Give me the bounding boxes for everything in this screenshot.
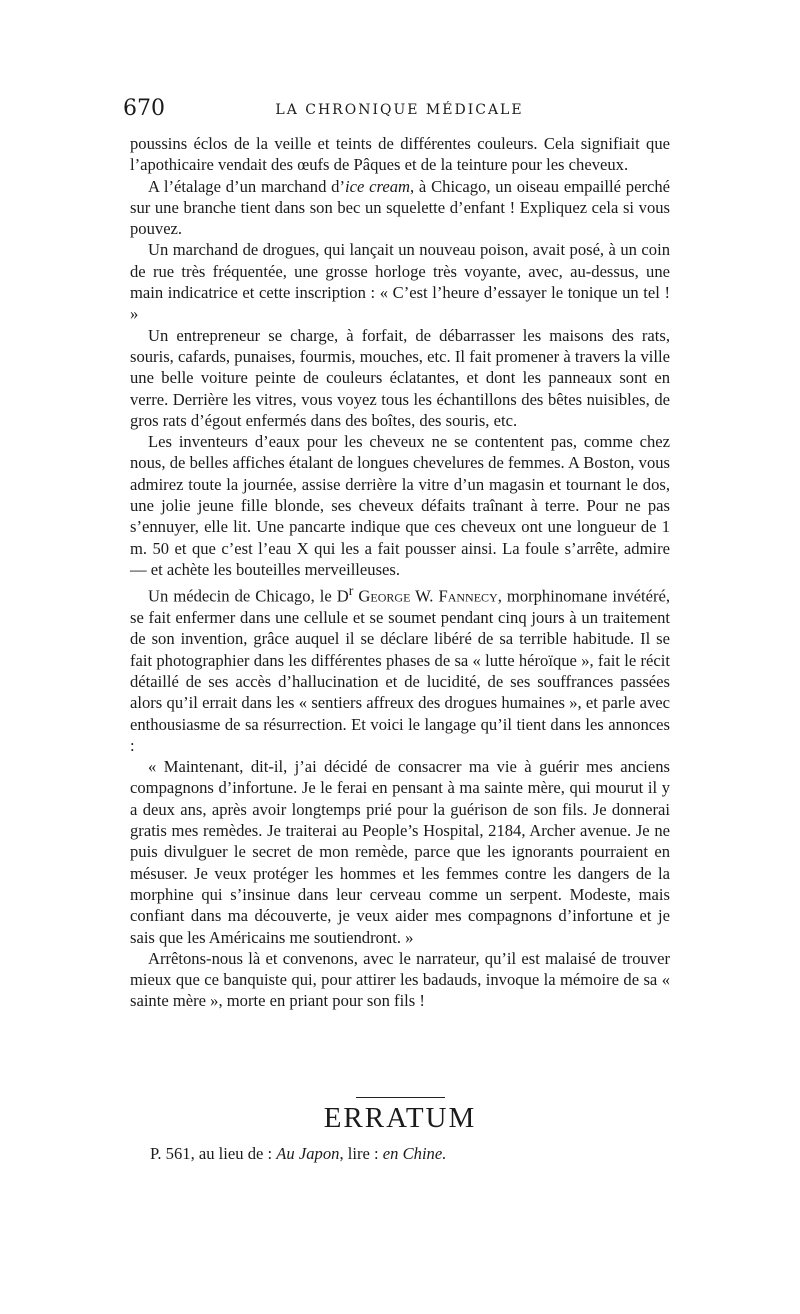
erratum-prefix: P. 561, au lieu de :	[150, 1144, 277, 1163]
paragraph-6	[130, 580, 670, 756]
paragraph-3: Un marchand de drogues, qui lançait un nouveau poison, avait posé, à un coin de rue très fréquentée, une grosse horloge très voyante, avec, au-dessus, une main indicatrice et cette inscription : « C’est l’heure d’essayer le tonique un tel ! »	[130, 240, 670, 324]
erratum-title: ERRATUM	[323, 1102, 477, 1134]
erratum-middle: , lire :	[339, 1144, 383, 1163]
section-divider	[356, 1097, 445, 1098]
paragraph-1: poussins éclos de la veille et teints de différentes couleurs. Cela signifiait que l’apothicaire vendait des œufs de Pâques et de la teinture pour les cheveux.	[130, 134, 670, 175]
doctor-name: George W. Fannecy	[353, 586, 498, 606]
paragraph-2-end: , à Chicago, un oiseau empaillé perché sur une branche tient dans son bec un squelette d’enfant ! Expliquez cela si vous pouvez.	[130, 176, 671, 239]
italic-term: ice cream	[345, 176, 410, 196]
paragraph-4: Un entrepreneur se charge, à forfait, de débarrasser les maisons des rats, souris, cafards, punaises, fourmis, mouches, etc. Il fait promener à travers la ville une belle voiture peinte de couleurs éclatantes, et dont les panneaux sont en verre. Derrière les vitres, vous voyez tous les échantillons des bêtes nuisibles, de gros rats d’égout enfermés dans des boîtes, des souris, etc.	[130, 325, 670, 430]
paragraph-2-start: A l’étalage d’un marchand d’	[148, 176, 345, 196]
paragraph-8: Arrêtons-nous là et convenons, avec le narrateur, qu’il est malaisé de trouver mieux que ce banquiste qui, pour attirer les badauds, invoque la mémoire de sa « sainte mère », morte en priant pour son fils !	[130, 948, 670, 1011]
paragraph-2	[130, 176, 670, 240]
erratum-wrong-term: Au Japon	[276, 1144, 340, 1163]
doctor-superscript: r	[348, 583, 354, 599]
article-body	[130, 133, 670, 1012]
paragraph-6-end: , morphinomane invétéré, se fait enfermer dans une cellule et se soumet pendant cinq jours à un traitement de son invention, grâce auquel il se déclare libéré de sa terrible habitude. Il se fait photographier dans les différentes phases de sa « lutte héroïque », fait le récit détaillé de ses accès d’hallucination et de lucidité, de ses souffrances passées alors qu’il errait dans les « sentiers affreux des drogues humaines », et parle avec enthousiasme de sa résurrection. Et voici le langage qu’il tient dans les annonces :	[130, 586, 670, 755]
paragraph-5: Les inventeurs d’eaux pour les cheveux ne se contentent pas, comme chez nous, de belles affiches étalant de longues chevelures de femmes. A Boston, vous admirez toute la journée, assise derrière la vitre d’un magasin et tournant le dos, une jolie jeune fille blonde, ses cheveux défaits traînant à terre. Pour ne pas s’ennuyer, elle lit. Une pancarte indique que ces cheveux ont une longueur de 1 m. 50 et que c’est l’eau X qui les a fait pousser ainsi. La foule s’arrête, admire — et achète les bouteilles merveilleuses.	[130, 432, 670, 579]
page-number: 670	[123, 96, 165, 121]
erratum-correct-term: en Chine.	[382, 1144, 447, 1163]
paragraph-6-start: Un médecin de Chicago, le D	[148, 586, 349, 606]
page-header	[123, 96, 676, 126]
running-title: LA CHRONIQUE MÉDICALE	[275, 102, 524, 118]
paragraph-7: « Maintenant, dit-il, j’ai décidé de consacrer ma vie à guérir mes anciens compagnons d’infortune. Je le ferai en pensant à ma sainte mère, qui mourut il y a deux ans, après avoir longtemps prié pour la guérison de son fils. Je donnerai gratis mes remèdes. Je traiterai au People’s Hospital, 2184, Archer avenue. Je ne puis divulguer le secret de mon remède, parce que les ignorants pourraient en mésuser. Je veux protéger les hommes et les femmes contre les dangers de la morphine qui s’insinue dans leur cerveau comme un serpent. Modeste, mais confiant dans ma découverte, je veux aider mes compagnons d’infortune et je sais que les Américains me soutiendront. »	[130, 757, 670, 947]
erratum-text	[150, 1144, 650, 1164]
